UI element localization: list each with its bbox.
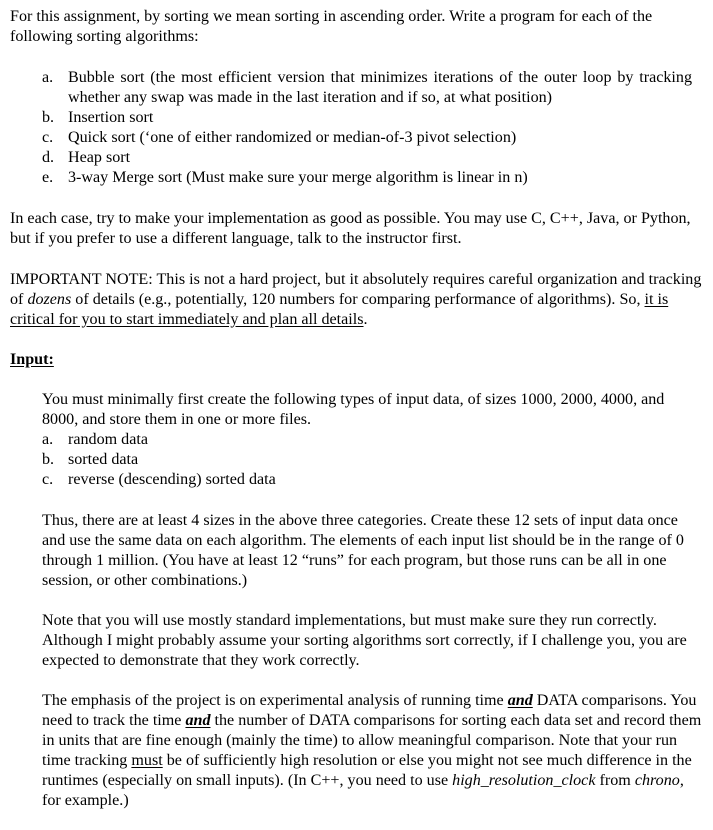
emphasis-text: , for example.) (42, 772, 684, 809)
emphasis-paragraph (42, 691, 702, 811)
list-item-text: reverse (descending) sorted data (68, 471, 276, 488)
list-item (42, 450, 702, 470)
implementation-paragraph: In each case, try to make your implementation as good as possible. You may use C, C++, Java, or Python, but if you prefer to use a different language, talk to the instructor first. (10, 210, 691, 247)
list-marker: e. (42, 169, 54, 186)
list-item (42, 148, 692, 168)
list-item (42, 430, 702, 450)
high-resolution-clock-term: high_resolution_clock (452, 772, 596, 789)
emphasis-and: and (185, 712, 211, 729)
important-underlined-text: it is critical for you to start immediately and plan all details (10, 291, 669, 328)
emphasis-text: from (595, 772, 635, 789)
emphasis-must: must (131, 752, 163, 769)
list-item-text: Quick sort (‘one of either randomized or median-of-3 pivot selection) (68, 129, 517, 146)
chrono-term: chrono (634, 772, 680, 789)
sizes-paragraph: Thus, there are at least 4 sizes in the above three categories. Create these 12 sets of input data once and use the same data on each algorithm. The elements of each input list should be in the range of 0 through 1 million. (You have at least 12 “runs” for each program, but those runs can be all in one session, or other combinations.) (42, 512, 684, 589)
list-item-text: Heap sort (68, 149, 131, 166)
list-item-text: 3-way Merge sort (Must make sure your merge algorithm is linear in n) (68, 169, 528, 186)
emphasis-text: DATA comparisons. You need to track the time (42, 692, 697, 729)
input-heading-text: Input: (10, 351, 54, 368)
list-marker: b. (42, 109, 55, 126)
note-paragraph: Note that you will use mostly standard implementations, but must make sure they run correctly. Although I might probably assume your sorting algorithms sort correctly, if I challenge you, you are expected to demonstrate that they work correctly. (42, 612, 687, 669)
list-item-text: random data (68, 431, 148, 448)
list-marker: d. (42, 149, 55, 166)
list-item (42, 108, 692, 128)
emphasis-text: the number of DATA comparisons for sorting each data set and record them in units that are fine enough (mainly the time) to allow meaningful comparison. Note that your run time tracking (42, 712, 702, 769)
important-text: of details (e.g., potentially, 120 numbers for comparing performance of algorithms). So, (71, 291, 645, 308)
important-emphasis: dozens (27, 291, 72, 308)
list-marker: c. (42, 471, 54, 488)
list-marker: a. (42, 69, 54, 86)
list-item-text: Insertion sort (68, 109, 154, 126)
emphasis-text: be of sufficiently high resolution or else you might not see much difference in the runtimes (especially on small inputs). (In C++, you need to use (42, 752, 692, 789)
algorithm-list (42, 68, 692, 188)
list-marker: b. (42, 451, 55, 468)
list-marker: c. (42, 129, 54, 146)
input-types-list (42, 430, 702, 490)
list-item-text: sorted data (68, 451, 139, 468)
important-text: . (363, 311, 368, 328)
emphasis-and: and (507, 692, 533, 709)
important-note-paragraph (10, 270, 705, 330)
list-item (42, 470, 702, 490)
input-heading (10, 350, 705, 370)
important-text: IMPORTANT NOTE: This is not a hard project, but it absolutely requires careful organization and tracking of (10, 271, 702, 308)
list-item (42, 168, 692, 188)
list-item (42, 128, 692, 148)
input-intro-paragraph: You must minimally first create the following types of input data, of sizes 1000, 2000, 4000, and 8000, and store them in one or more files. (42, 391, 665, 428)
list-marker: a. (42, 431, 54, 448)
intro-paragraph: For this assignment, by sorting we mean sorting in ascending order. Write a program for each of the following sorting algorithms: (10, 8, 653, 45)
list-item (42, 68, 692, 108)
emphasis-text: The emphasis of the project is on experimental analysis of running time (42, 692, 508, 709)
list-item-text: Bubble sort (the most efficient version that minimizes iterations of the outer loop by tracking whether any swap was made in the last iteration and if so, at what position) (68, 69, 692, 106)
